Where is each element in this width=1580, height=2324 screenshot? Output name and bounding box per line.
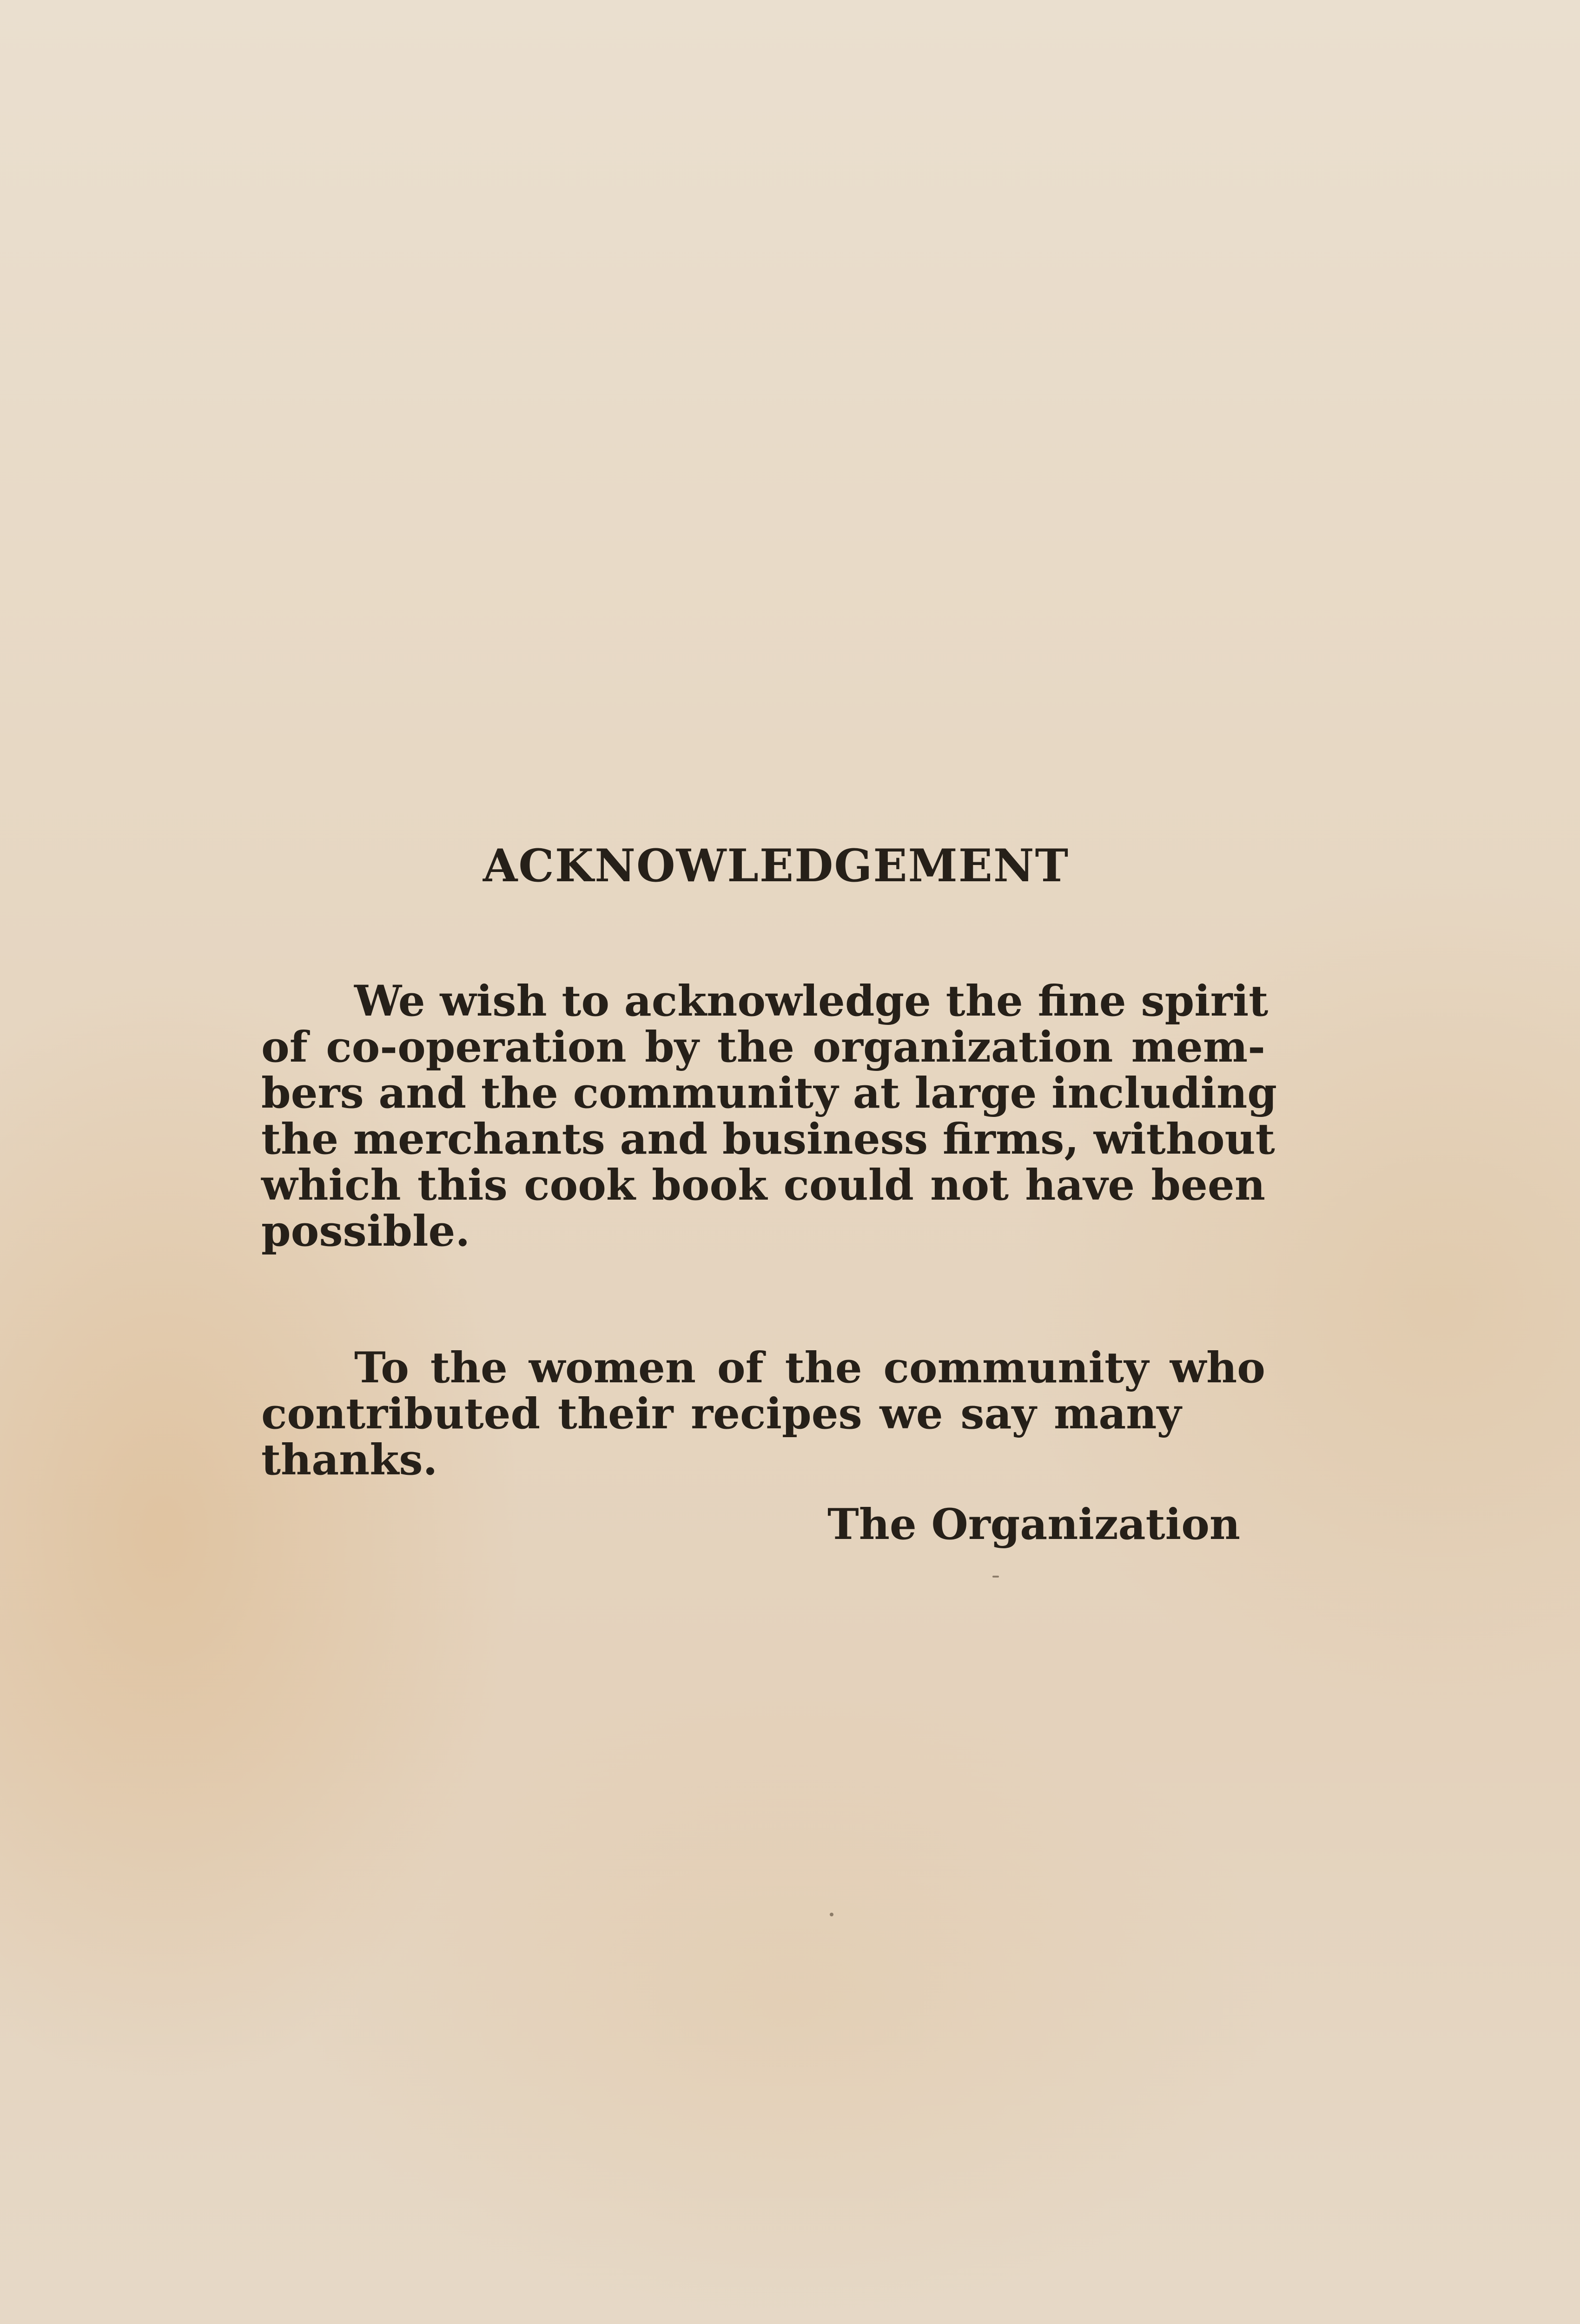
paragraph-thanks: [261, 1345, 1265, 1483]
text-line: thanks.: [261, 1435, 438, 1485]
text-line: possible.: [261, 1207, 470, 1256]
paper-speck: [992, 1576, 999, 1578]
text-line: We wish to acknowledge the fine spirit: [354, 977, 1269, 1026]
text-line: bers and the community at large including: [261, 1069, 1277, 1118]
text-line: which this cook book could not have been: [261, 1161, 1265, 1210]
text-line: contributed their recipes we say many: [261, 1389, 1182, 1439]
paragraph-acknowledgement: [261, 977, 1277, 1256]
paper-speck: [830, 1913, 833, 1916]
page-title: ACKNOWLEDGEMENT: [483, 839, 1070, 892]
text-line: To the women of the community who: [354, 1343, 1265, 1393]
text-line: of co-operation by the organization mem-: [261, 1023, 1265, 1072]
signature: The Organization: [827, 1500, 1241, 1549]
text-line: the merchants and business firms, without: [261, 1115, 1275, 1164]
body-text: [261, 977, 1277, 1485]
